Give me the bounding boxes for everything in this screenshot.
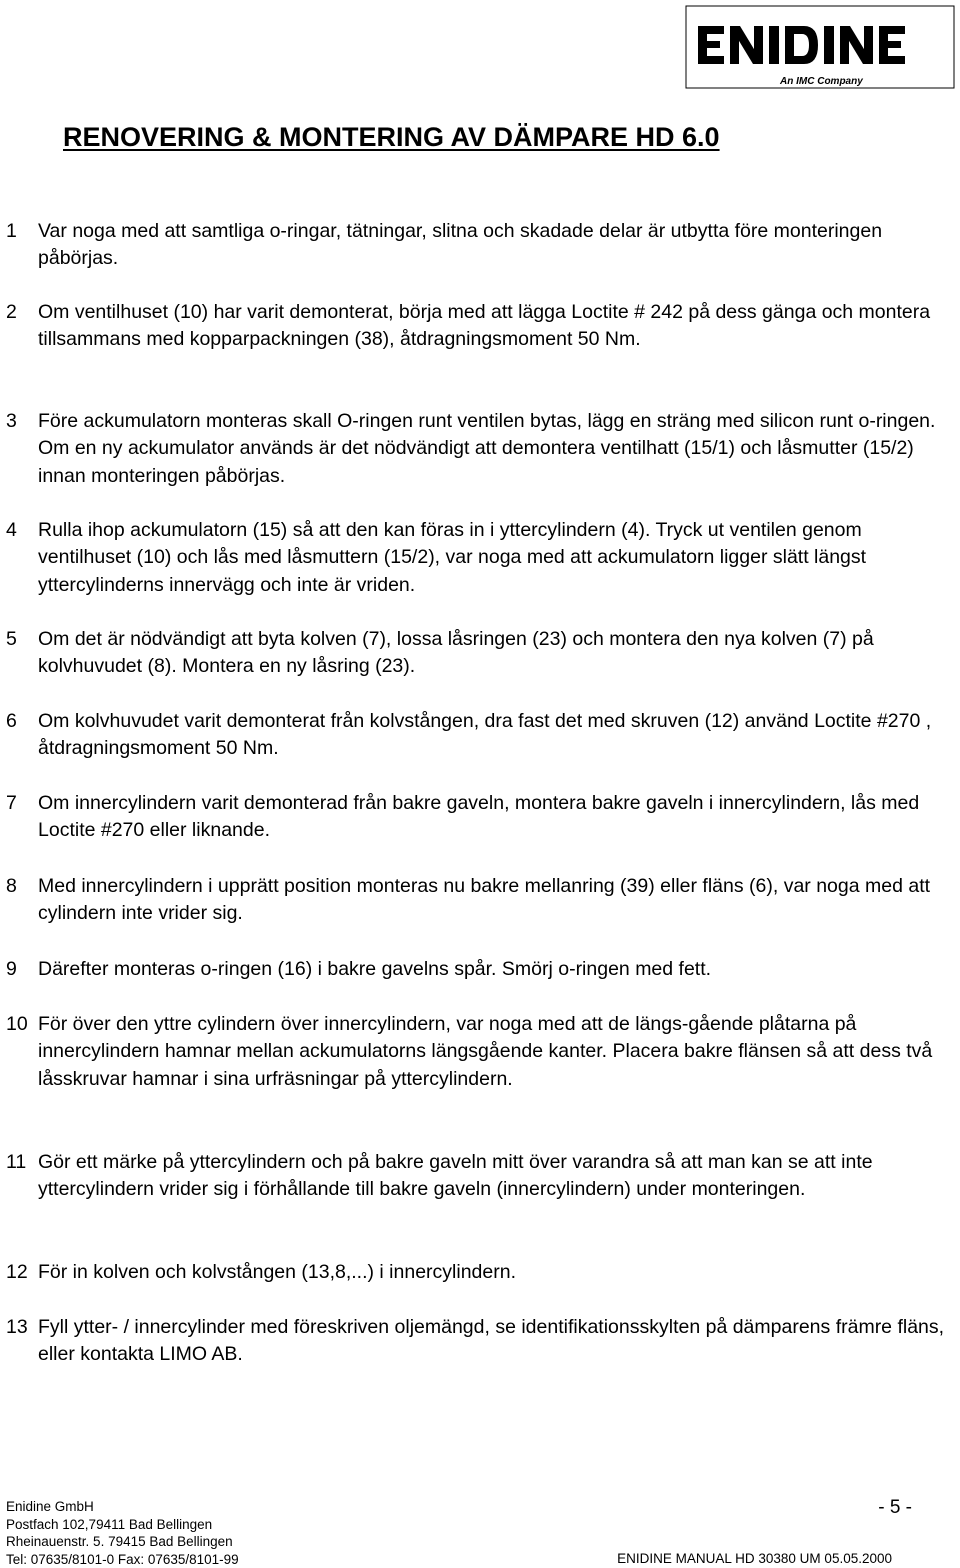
step-text: För över den yttre cylindern över innercylindern, var noga med att de längs-gående plåtarna på innercylindern hamnar mellan ackumulatorns längsgående kanter. Placera bakre flänsen så att dess två låsskruvar hamnar i sina urfräsningar på yttercylindern.: [38, 1011, 946, 1093]
step-text: Gör ett märke på yttercylindern och på bakre gaveln mitt över varandra så att man kan se att inte yttercylindern vrider sig i förhållande till bakre gaveln (innercylindern) under monteringen.: [38, 1149, 946, 1204]
step-number: 7: [6, 790, 17, 817]
page-footer: [6, 1498, 956, 1568]
step-text: Om ventilhuset (10) har varit demonterat, börja med att lägga Loctite # 242 på dess gänga och montera tillsammans med kopparpackningen (38), åtdragningsmoment 50 Nm.: [38, 299, 946, 354]
footer-street-address: Rheinauenstr. 5. 79415 Bad Bellingen: [6, 1533, 956, 1551]
step-number: 1: [6, 218, 17, 245]
step-number: 11: [6, 1149, 26, 1176]
footer-company: Enidine GmbH: [6, 1498, 956, 1516]
footer-contact: Tel: 07635/8101-0 Fax: 07635/8101-99: [6, 1551, 956, 1568]
step-text: Före ackumulatorn monteras skall O-ringen runt ventilen bytas, lägg en sträng med silicon runt o-ringen. Om en ny ackumulator används är det nödvändigt att demontera ventilhatt (15/1) och låsmutter (15/2) innan monteringen påbörjas.: [38, 408, 946, 490]
step-number: 6: [6, 708, 17, 735]
step-number: 12: [6, 1259, 28, 1286]
list-item: [6, 873, 946, 928]
page-number: - 5 -: [878, 1498, 912, 1518]
step-text: För in kolven och kolvstången (13,8,...) i innercylindern.: [38, 1259, 946, 1286]
footer-postal-address: Postfach 102,79411 Bad Bellingen: [6, 1516, 956, 1534]
step-number: 2: [6, 299, 17, 326]
list-item: [6, 218, 946, 273]
step-text: Om det är nödvändigt att byta kolven (7), lossa låsringen (23) och montera den nya kolven (7) på kolvhuvudet (8). Montera en ny låsring (23).: [38, 626, 946, 681]
step-text: Var noga med att samtliga o-ringar, tätningar, slitna och skadade delar är utbytta före monteringen påbörjas.: [38, 218, 946, 273]
manual-reference: ENIDINE MANUAL HD 30380 UM 05.05.2000: [617, 1550, 892, 1568]
step-text: Därefter monteras o-ringen (16) i bakre gavelns spår. Smörj o-ringen med fett.: [38, 956, 946, 983]
list-item: [6, 708, 946, 763]
list-item: [6, 517, 946, 599]
list-item: [6, 956, 946, 983]
step-text: Fyll ytter- / innercylinder med föreskriven oljemängd, se identifikationsskylten på dämparens främre fläns, eller kontakta LIMO AB.: [38, 1314, 946, 1369]
step-number: 3: [6, 408, 17, 435]
step-number: 5: [6, 626, 17, 653]
list-item: [6, 790, 946, 845]
list-item: [6, 299, 946, 354]
logo-tagline: An IMC Company: [779, 76, 863, 87]
step-text: Rulla ihop ackumulatorn (15) så att den kan föras in i yttercylindern (4). Tryck ut ventilen genom ventilhuset (10) och lås med låsmuttern (15/2), var noga med att ackumulatorn ligger slätt längst yttercylinderns innervägg och inte är vriden.: [38, 517, 946, 599]
step-text: Med innercylindern i upprätt position monteras nu bakre mellanring (39) eller fläns (6), var noga med att cylindern inte vrider sig.: [38, 873, 946, 928]
list-item: [6, 408, 946, 490]
step-number: 10: [6, 1011, 28, 1038]
list-item: [6, 626, 946, 681]
step-number: 4: [6, 517, 17, 544]
step-text: Om kolvhuvudet varit demonterat från kolvstången, dra fast det med skruven (12) använd Loctite #270 , åtdragningsmoment 50 Nm.: [38, 708, 946, 763]
list-item: [6, 1149, 946, 1204]
step-text: Om innercylindern varit demonterad från bakre gaveln, montera bakre gaveln i innercylindern, lås med Loctite #270 eller liknande.: [38, 790, 946, 845]
step-number: 8: [6, 873, 17, 900]
list-item: [6, 1259, 946, 1286]
enidine-logo: [684, 4, 956, 96]
list-item: [6, 1314, 946, 1369]
list-item: [6, 1011, 946, 1093]
step-number: 13: [6, 1314, 28, 1341]
page-title: RENOVERING & MONTERING AV DÄMPARE HD 6.0: [63, 122, 720, 153]
step-number: 9: [6, 956, 17, 983]
